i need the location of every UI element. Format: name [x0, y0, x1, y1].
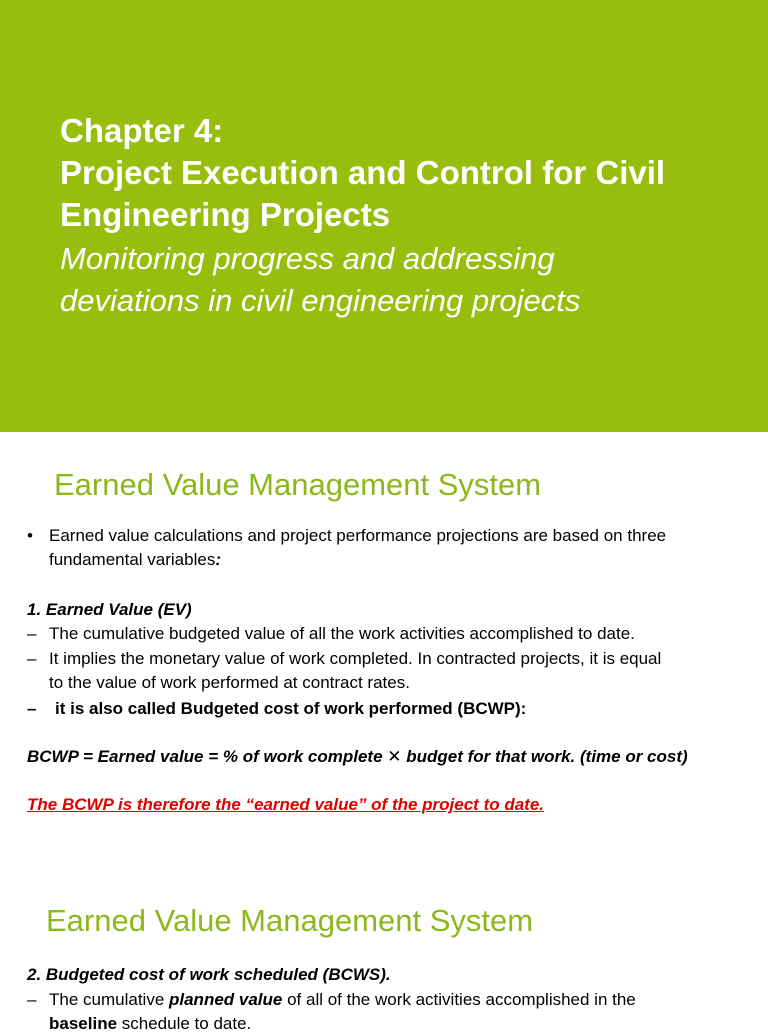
- dash-text-part: The cumulative: [49, 990, 169, 1009]
- dash-text: [49, 647, 749, 695]
- dash-text: The cumulative budgeted value of all the work activities accomplished to date.: [49, 624, 635, 643]
- bullet-text-body: Earned value calculations and project performance projections are based on three fundamental variables: [49, 526, 667, 569]
- dash-text-part: schedule to date.: [117, 1014, 252, 1033]
- bcwp-note: The BCWP is therefore the “earned value” of the project to date.: [27, 795, 545, 814]
- formula-part: budget for that work. (time or cost): [401, 747, 688, 766]
- chapter-subtitle-line: deviations in civil engineering projects: [60, 283, 581, 318]
- title-slide: [0, 0, 768, 432]
- dash-marker: –: [27, 990, 37, 1009]
- dash-text-line: to the value of work performed at contract rates.: [49, 673, 410, 692]
- bullet-colon: :: [215, 550, 221, 569]
- chapter-subtitle: [60, 238, 760, 322]
- chapter-title-line: Project Execution and Control for Civil: [60, 154, 666, 191]
- formula-part: BCWP = Earned value = % of work complete: [27, 747, 388, 766]
- slide-heading: Earned Value Management System: [54, 467, 542, 502]
- dash-marker: –: [27, 624, 37, 643]
- slide-heading: Earned Value Management System: [46, 903, 534, 938]
- dash-marker: –: [27, 699, 37, 718]
- numbered-heading: 1. Earned Value (EV): [27, 600, 192, 619]
- times-symbol: ✕: [387, 747, 402, 766]
- dash-marker: –: [27, 649, 37, 668]
- dash-text-line: It implies the monetary value of work completed. In contracted projects, it is equal: [49, 649, 662, 668]
- evm-slide-1: [0, 432, 768, 880]
- chapter-title-line: Chapter 4:: [60, 112, 224, 149]
- dash-text: [49, 988, 749, 1012]
- dash-text: [49, 1012, 749, 1036]
- chapter-title-line: Engineering Projects: [60, 196, 391, 233]
- chapter-subtitle-line: Monitoring progress and addressing: [60, 241, 555, 276]
- dash-text-emphasis: planned value: [169, 990, 283, 1009]
- dash-text-part: of all of the work activities accomplished in the: [282, 990, 636, 1009]
- bullet-marker: •: [27, 526, 33, 545]
- chapter-title: [60, 110, 760, 236]
- evm-slide-2: [0, 880, 768, 1033]
- bullet-text: [49, 524, 749, 572]
- bcwp-formula: [27, 745, 688, 769]
- numbered-heading: 2. Budgeted cost of work scheduled (BCWS).: [27, 965, 391, 984]
- dash-text-emphasis: baseline: [49, 1014, 118, 1033]
- dash-text: it is also called Budgeted cost of work performed (BCWP):: [55, 699, 527, 718]
